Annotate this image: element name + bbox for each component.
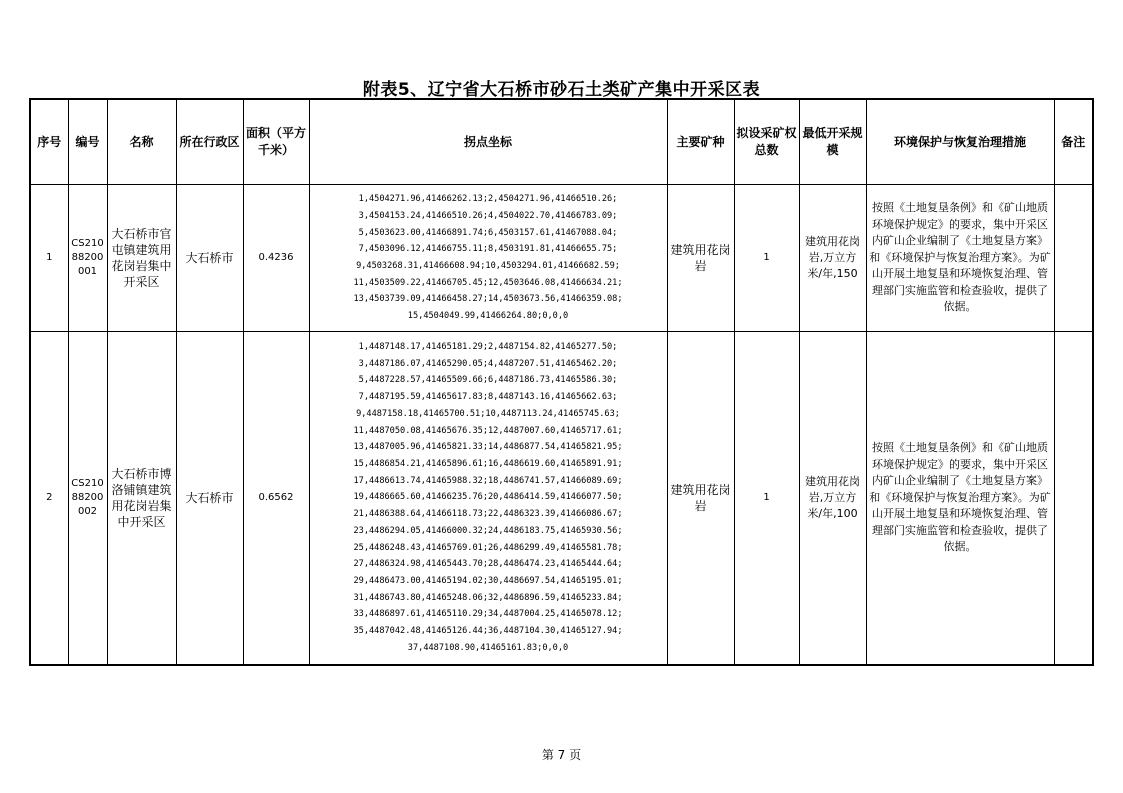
table-row bbox=[30, 185, 1093, 332]
header-scale: 最低开采规模 bbox=[799, 99, 866, 185]
coord-line: 11,4487050.08,41465676.35;12,4487007.60,41465717.61; bbox=[353, 425, 623, 436]
coord-line: 31,4486743.80,41465248.06;32,4486896.59,41465233.84; bbox=[353, 592, 623, 603]
page-number: 第 7 页 bbox=[541, 748, 582, 762]
cell-name: 大石桥市博洛铺镇建筑用花岗岩集中开采区 bbox=[107, 332, 176, 665]
cell-mineral: 建筑用花岗岩 bbox=[667, 185, 734, 332]
header-row bbox=[30, 99, 1093, 185]
cell-area: 0.4236 bbox=[243, 185, 309, 332]
coord-line: 13,4487005.96,41465821.33;14,4486877.54,41465821.95; bbox=[353, 442, 623, 453]
coord-line: 13,4503739.09,41466458.27;14,4503673.56,41466359.08; bbox=[353, 294, 623, 305]
table-title: 附表5、辽宁省大石桥市砂石土类矿产集中开采区表 bbox=[362, 80, 761, 100]
cell-code: CS21088200002 bbox=[68, 332, 107, 665]
coord-line: 21,4486388.64,41466118.73;22,4486323.39,41466086.67; bbox=[353, 509, 623, 520]
coord-line: 9,4503268.31,41466608.94;10,4503294.01,41466682.59; bbox=[356, 261, 620, 271]
coord-line: 19,4486665.60,41466235.76;20,4486414.59,41466077.50; bbox=[353, 492, 623, 503]
cell-env: 按照《土地复垦条例》和《矿山地质环境保护规定》的要求，集中开采区内矿山企业编制了《土地复垦方案》和《环境保护与恢复治理方案》。为矿山开展土地复垦和环境恢复治理、管理部门实施监管和检查验收，提供了依据。 bbox=[866, 332, 1054, 665]
cell-note bbox=[1054, 185, 1093, 332]
cell-district: 大石桥市 bbox=[176, 332, 243, 665]
table-row bbox=[30, 332, 1093, 665]
coord-line: 35,4487042.48,41465126.44;36,4487104.30,41465127.94; bbox=[353, 626, 623, 637]
cell-coords bbox=[309, 185, 667, 332]
coord-line: 23,4486294.05,41466000.32;24,4486183.75,41465930.56; bbox=[353, 525, 623, 536]
header-seq: 序号 bbox=[30, 99, 68, 185]
header-area: 面积（平方千米） bbox=[243, 99, 309, 185]
coord-line: 1,4487148.17,41465181.29;2,4487154.82,41465277.50; bbox=[358, 342, 618, 353]
cell-env: 按照《土地复垦条例》和《矿山地质环境保护规定》的要求，集中开采区内矿山企业编制了《土地复垦方案》和《环境保护与恢复治理方案》。为矿山开展土地复垦和环境恢复治理、管理部门实施监管和检查验收，提供了依据。 bbox=[866, 185, 1054, 332]
cell-district: 大石桥市 bbox=[176, 185, 243, 332]
coord-line: 33,4486897.61,41465110.29;34,4487004.25,41465078.12; bbox=[353, 609, 623, 620]
cell-code: CS21088200001 bbox=[68, 185, 107, 332]
header-mineral: 主要矿种 bbox=[667, 99, 734, 185]
cell-seq: 2 bbox=[30, 332, 68, 665]
coord-line: 15,4486854.21,41465896.61;16,4486619.60,41465891.91; bbox=[353, 458, 623, 469]
coord-line: 7,4487195.59,41465617.83;8,4487143.16,41465662.63; bbox=[358, 392, 618, 403]
coord-line: 15,4504049.99,41466264.80;0,0,0 bbox=[407, 311, 569, 322]
coord-line: 1,4504271.96,41466262.13;2,4504271.96,41466510.26; bbox=[358, 194, 618, 205]
coord-line: 17,4486613.74,41465988.32;18,4486741.57,41466089.69; bbox=[353, 475, 623, 486]
cell-seq: 1 bbox=[30, 185, 68, 332]
coord-line: 7,4503096.12,41466755.11;8,4503191.81,41466655.75; bbox=[358, 244, 618, 255]
header-name: 名称 bbox=[107, 99, 176, 185]
cell-mineral: 建筑用花岗岩 bbox=[667, 332, 734, 665]
coord-line: 5,4503623.00,41466891.74;6,4503157.61,41467088.04; bbox=[358, 227, 618, 238]
coord-line: 25,4486248.43,41465769.01;26,4486299.49,41465581.78; bbox=[353, 542, 623, 553]
cell-name: 大石桥市官屯镇建筑用花岗岩集中开采区 bbox=[107, 185, 176, 332]
coord-line: 3,4504153.24,41466510.26;4,4504022.70,41466783.09; bbox=[358, 210, 618, 221]
mining-area-table bbox=[29, 98, 1094, 666]
cell-coords bbox=[309, 332, 667, 665]
header-coords: 拐点坐标 bbox=[309, 99, 667, 185]
header-code: 编号 bbox=[68, 99, 107, 185]
cell-scale: 建筑用花岗岩,万立方米/年,100 bbox=[799, 332, 866, 665]
coord-line: 37,4487108.90,41465161.83;0,0,0 bbox=[407, 642, 569, 653]
coord-line: 3,4487186.07,41465290.05;4,4487207.51,41465462.20; bbox=[358, 358, 618, 369]
cell-rights: 1 bbox=[734, 332, 799, 665]
coord-line: 5,4487228.57,41465509.66;6,4487186.73,41465586.30; bbox=[358, 375, 618, 386]
header-env: 环境保护与恢复治理措施 bbox=[866, 99, 1054, 185]
cell-area: 0.6562 bbox=[243, 332, 309, 665]
header-note: 备注 bbox=[1054, 99, 1093, 185]
cell-scale: 建筑用花岗岩,万立方米/年,150 bbox=[799, 185, 866, 332]
coord-line: 9,4487158.18,41465700.51;10,4487113.24,41465745.63; bbox=[356, 408, 620, 419]
coord-line: 11,4503509.22,41466705.45;12,4503646.08,41466634.21; bbox=[353, 277, 623, 288]
header-district: 所在行政区 bbox=[176, 99, 243, 185]
coord-line: 29,4486473.00,41465194.02;30,4486697.54,41465195.01; bbox=[353, 575, 623, 586]
cell-rights: 1 bbox=[734, 185, 799, 332]
coord-line: 27,4486324.98,41465443.70;28,4486474.23,41465444.64; bbox=[353, 559, 623, 570]
cell-note bbox=[1054, 332, 1093, 665]
header-rights: 拟设采矿权总数 bbox=[734, 99, 799, 185]
